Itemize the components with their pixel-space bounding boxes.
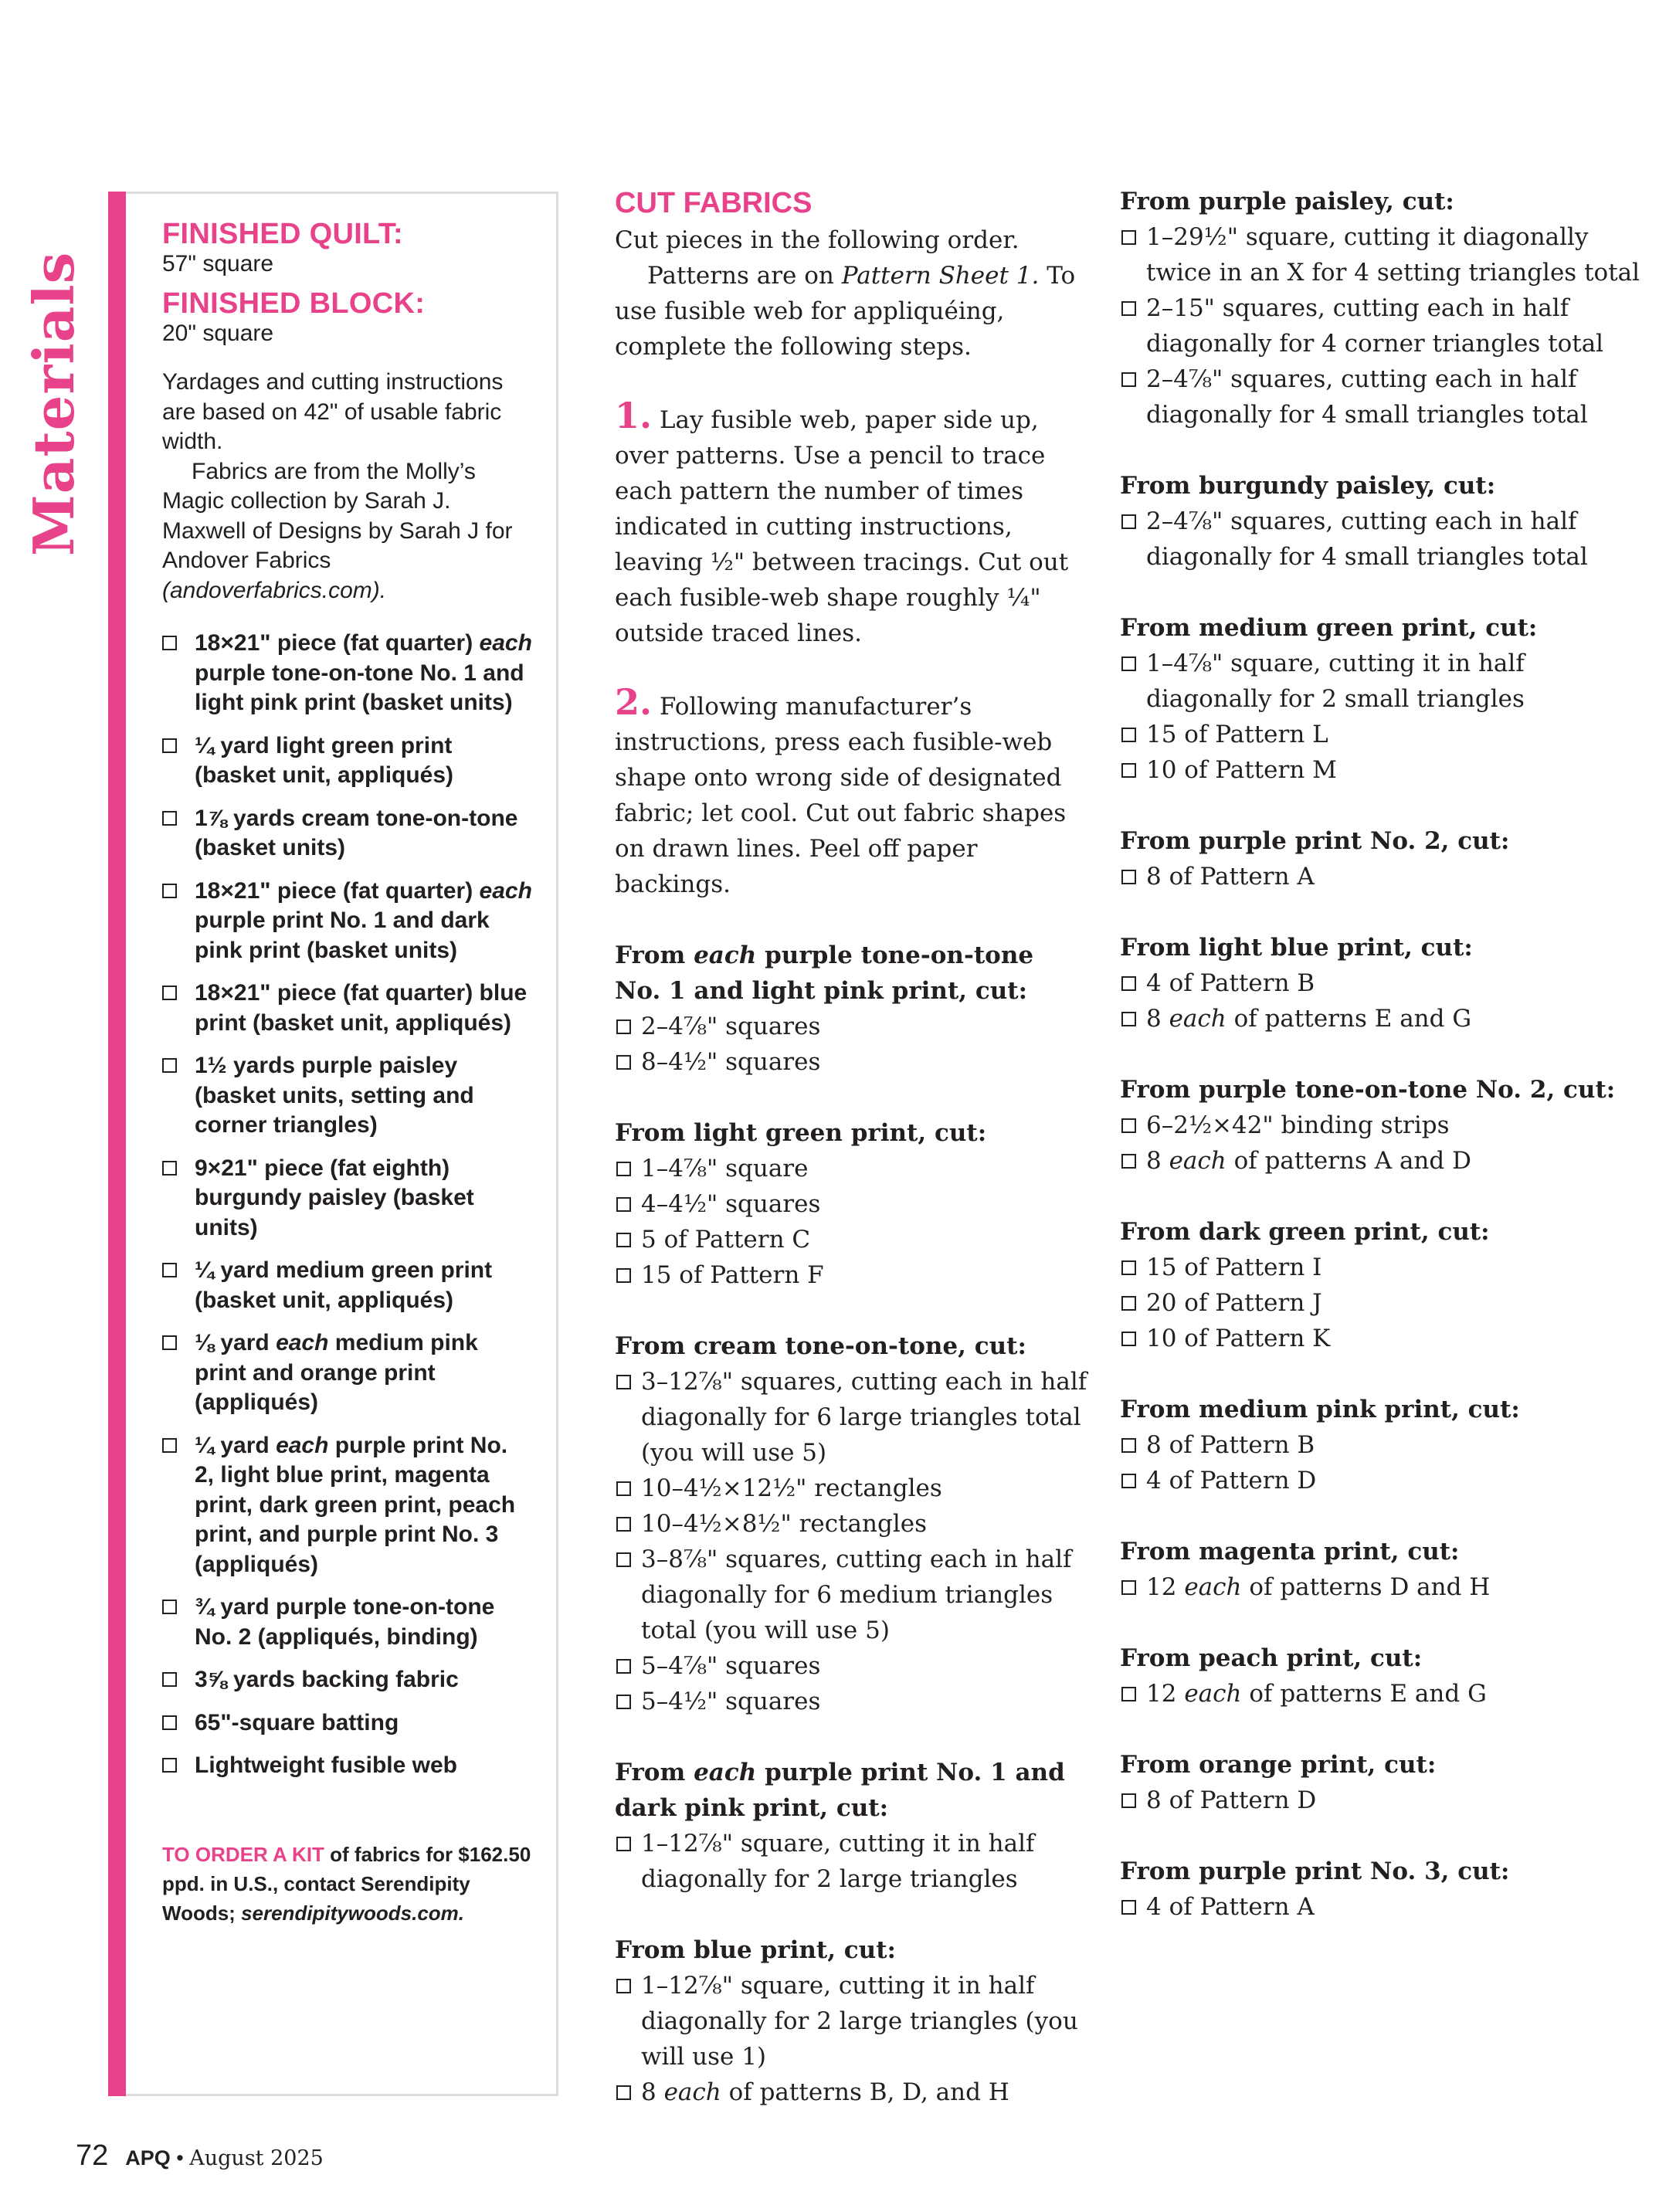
group-heading-pre: From purple print No. 3, cut: <box>1120 1857 1510 1885</box>
cutting-item <box>615 2075 1087 2110</box>
cutting-item-pre: 5–4½" squares <box>641 1688 821 1715</box>
fabrics-note: Fabrics are from the Molly’s Magic collection by Sarah J. Maxwell of Designs by Sarah J for Andover Fabrics <box>162 458 513 573</box>
cutting-group-heading <box>615 1328 1087 1364</box>
cutting-item <box>615 1186 1087 1222</box>
cutting-groups-col1 <box>615 938 1087 2110</box>
checkbox-icon <box>1121 301 1136 316</box>
cutting-item-pre: 8 <box>641 2078 664 2106</box>
checkbox-icon <box>162 636 177 650</box>
cutting-item-pre: 2–4⅞" squares, cutting each in half diagonally for 4 small triangles total <box>1146 507 1588 571</box>
material-text-pre: ¼ yard medium green print (basket unit, appliqués) <box>195 1257 493 1313</box>
material-text-pre: 3⅝ yards backing fabric <box>195 1667 459 1692</box>
cutting-item <box>615 1648 1087 1684</box>
cutting-group-heading <box>1120 468 1653 504</box>
cutting-item <box>1120 965 1653 1001</box>
cutting-item-post: of patterns E and G <box>1241 1680 1487 1708</box>
material-item <box>162 804 533 863</box>
group-heading-post: purple print No. 1 and dark pink print, cut: <box>615 1759 1065 1822</box>
material-text-pre: 18×21" piece (fat quarter) blue print (basket unit, appliqués) <box>195 980 528 1036</box>
group-heading-post: purple tone-on-tone No. 1 and light pink print, cut: <box>615 941 1034 1005</box>
cutting-item-pre: 4–4½" squares <box>641 1190 821 1218</box>
cutting-item-pre: 15 of Pattern I <box>1146 1254 1322 1281</box>
cutting-item-pre: 6–2½×42" binding strips <box>1146 1111 1450 1139</box>
cutting-item <box>615 1364 1087 1471</box>
cutting-group <box>1120 1392 1653 1498</box>
checkbox-icon <box>1121 1900 1136 1915</box>
checkbox-icon <box>616 1552 631 1567</box>
cutting-item <box>1120 646 1653 717</box>
cutting-item-pre: 2–15" squares, cutting each in half diagonally for 4 corner triangles total <box>1146 294 1604 358</box>
fabrics-url: (andoverfabrics.com). <box>162 577 387 603</box>
cutting-item-em: each <box>1184 1680 1242 1708</box>
checkbox-icon <box>616 1055 631 1070</box>
cutting-item-pre: 15 of Pattern F <box>641 1261 824 1289</box>
cutting-item <box>615 1826 1087 1897</box>
cutting-item-pre: 1–4⅞" square <box>641 1155 809 1182</box>
cutting-group <box>1120 468 1653 575</box>
material-text-pre: 18×21" piece (fat quarter) <box>195 630 480 656</box>
cutting-item <box>1120 752 1653 788</box>
cutting-group <box>1120 823 1653 894</box>
kit-order-note <box>162 1840 533 1928</box>
group-heading-pre: From medium green print, cut: <box>1120 614 1538 642</box>
cutting-item-em: each <box>1169 1147 1226 1175</box>
cutting-item <box>615 1968 1087 2075</box>
group-heading-em: each <box>694 1759 757 1786</box>
cut-intro-line1: Cut pieces in the following order. <box>615 226 1019 254</box>
page-footer <box>76 2139 324 2173</box>
cutting-item <box>1120 859 1653 894</box>
checkbox-icon <box>1121 870 1136 884</box>
material-text-post: purple tone-on-tone No. 1 and light pink print (basket units) <box>195 660 524 715</box>
cutting-group <box>615 1115 1087 1293</box>
material-item <box>162 1431 533 1580</box>
material-text-pre: Lightweight fusible web <box>195 1752 457 1778</box>
material-text-post: medium pink print and orange print (appliqués) <box>195 1330 478 1415</box>
cutting-item-pre: 8 <box>1146 1147 1169 1175</box>
material-text-pre: ⅛ yard <box>195 1330 276 1355</box>
checkbox-icon <box>162 1758 177 1773</box>
cutting-item <box>1120 1569 1653 1605</box>
group-heading-pre: From light blue print, cut: <box>1120 934 1473 962</box>
checkbox-icon <box>616 2085 631 2100</box>
cutting-group-heading <box>615 1115 1087 1151</box>
group-heading-em: each <box>694 941 757 969</box>
cutting-group-heading <box>615 1755 1087 1826</box>
checkbox-icon <box>1121 1154 1136 1169</box>
material-item <box>162 1154 533 1243</box>
cutting-item <box>1120 1143 1653 1179</box>
checkbox-icon <box>616 1481 631 1496</box>
cutting-item-pre: 10 of Pattern M <box>1146 756 1337 784</box>
checkbox-icon <box>1121 1332 1136 1346</box>
group-heading-pre: From <box>615 1759 694 1786</box>
checkbox-icon <box>1121 1012 1136 1026</box>
checkbox-icon <box>616 1162 631 1176</box>
checkbox-icon <box>616 1197 631 1212</box>
cutting-group-heading <box>615 938 1087 1009</box>
cutting-item <box>615 1542 1087 1648</box>
cutting-item <box>1120 1321 1653 1356</box>
page-number: 72 <box>76 2139 109 2172</box>
cutting-item <box>615 1257 1087 1293</box>
sidebar-accent-bar <box>108 192 126 2096</box>
checkbox-icon <box>616 1233 631 1247</box>
finished-quilt-heading: FINISHED QUILT: <box>162 218 404 250</box>
step-1-text: Lay fusible web, paper side up, over patterns. Use a pencil to trace each pattern the number of times indicated in cutting instructions, leaving ½" between tracings. Cut out each fusible-web shape roughly ¼" outside traced lines. <box>615 406 1069 647</box>
cutting-item-post: of patterns E and G <box>1226 1005 1472 1033</box>
cutting-item-pre: 4 of Pattern D <box>1146 1467 1317 1494</box>
step-1 <box>615 395 1087 651</box>
cutting-group-heading <box>1120 1072 1653 1108</box>
cutting-group <box>1120 1072 1653 1179</box>
cutting-item-pre: 3–12⅞" squares, cutting each in half diagonally for 6 large triangles total (you will use 5) <box>641 1368 1087 1467</box>
cut-fabrics-column <box>615 184 1087 2110</box>
cutting-group-heading <box>1120 610 1653 646</box>
material-text-pre: 1⅞ yards cream tone-on-tone (basket units) <box>195 805 518 860</box>
cutting-item <box>1120 290 1653 361</box>
cutting-group <box>1120 1214 1653 1356</box>
material-item <box>162 877 533 966</box>
cutting-item <box>1120 1250 1653 1285</box>
material-item <box>162 979 533 1038</box>
cutting-group <box>615 938 1087 1080</box>
kit-text: of fabrics for $162.50 ppd. in U.S., contact Serendipity Woods; <box>162 1842 531 1925</box>
checkbox-icon <box>162 1672 177 1687</box>
cutting-item <box>1120 1783 1653 1818</box>
checkbox-icon <box>616 1979 631 1993</box>
checkbox-icon <box>1121 1438 1136 1453</box>
cutting-item <box>1120 504 1653 575</box>
cutting-group-heading <box>1120 1747 1653 1783</box>
cutting-group <box>615 1932 1087 2110</box>
checkbox-icon <box>1121 728 1136 742</box>
cutting-item <box>615 1222 1087 1257</box>
cutting-item <box>1120 1463 1653 1498</box>
material-text-pre: 1½ yards purple paisley (basket units, setting and corner triangles) <box>195 1053 474 1138</box>
materials-content <box>162 218 533 1928</box>
material-item <box>162 1593 533 1652</box>
cutting-item <box>1120 361 1653 433</box>
material-item <box>162 1665 533 1695</box>
material-item <box>162 1328 533 1418</box>
cutting-group-heading <box>1120 823 1653 859</box>
checkbox-icon <box>1121 1580 1136 1595</box>
checkbox-icon <box>162 1058 177 1073</box>
material-item <box>162 731 533 791</box>
checkbox-icon <box>1121 656 1136 671</box>
cutting-item-post: of patterns B, D, and H <box>721 2078 1009 2106</box>
finished-quilt-size: 57" square <box>162 251 274 276</box>
step-2-number: 2. <box>615 681 653 723</box>
checkbox-icon <box>1121 514 1136 529</box>
cutting-group <box>615 1755 1087 1897</box>
materials-list <box>162 629 533 1781</box>
cutting-item-em: each <box>1184 1573 1242 1601</box>
step-1-number: 1. <box>615 395 653 436</box>
cutting-item-pre: 15 of Pattern L <box>1146 721 1328 748</box>
checkbox-icon <box>616 1517 631 1532</box>
kit-heading: TO ORDER A KIT <box>162 1842 324 1866</box>
cutting-item <box>615 1009 1087 1044</box>
checkbox-icon <box>616 1837 631 1851</box>
cutting-item-pre: 8 <box>1146 1005 1169 1033</box>
material-text-em: each <box>479 630 532 656</box>
cutting-item-pre: 5–4⅞" squares <box>641 1652 821 1680</box>
cutting-item <box>615 1471 1087 1506</box>
cutting-item-pre: 1–4⅞" square, cutting it in half diagonally for 2 small triangles <box>1146 650 1525 713</box>
checkbox-icon <box>1121 230 1136 245</box>
checkbox-icon <box>162 1438 177 1453</box>
cutting-group <box>1120 610 1653 788</box>
material-item <box>162 1708 533 1739</box>
cutting-item-pre: 8–4½" squares <box>641 1048 821 1076</box>
cutting-item <box>1120 1001 1653 1036</box>
checkbox-icon <box>1121 1296 1136 1311</box>
group-heading-pre: From magenta print, cut: <box>1120 1538 1460 1566</box>
group-heading-pre: From medium pink print, cut: <box>1120 1396 1520 1423</box>
cutting-group <box>615 1328 1087 1719</box>
cutting-group-heading <box>1120 1534 1653 1569</box>
group-heading-pre: From blue print, cut: <box>615 1936 896 1964</box>
material-text-pre: ¼ yard light green print (basket unit, appliqués) <box>195 732 454 788</box>
cutting-item-em: each <box>663 2078 721 2106</box>
cutting-item-pre: 4 of Pattern A <box>1146 1893 1315 1921</box>
cutting-item-pre: 10–4½×8½" rectangles <box>641 1510 928 1538</box>
group-heading-pre: From dark green print, cut: <box>1120 1218 1490 1246</box>
material-item <box>162 1256 533 1315</box>
cut-intro-post: To use fusible web for appliquéing, complete the following steps. <box>615 262 1076 361</box>
checkbox-icon <box>1121 763 1136 778</box>
checkbox-icon <box>162 811 177 826</box>
material-text-em: each <box>276 1432 329 1458</box>
cut-intro-pre: Patterns are on <box>647 262 842 290</box>
cutting-groups-col2 <box>1120 184 1653 1925</box>
cutting-item <box>615 1684 1087 1719</box>
cutting-group <box>1120 1747 1653 1818</box>
group-heading-pre: From <box>615 941 694 969</box>
footer-separator: • <box>170 2146 190 2170</box>
issue-date: August 2025 <box>189 2146 324 2170</box>
cutting-group-heading <box>1120 1854 1653 1889</box>
checkbox-icon <box>1121 1687 1136 1701</box>
material-item <box>162 1751 533 1781</box>
cutting-item-pre: 10–4½×12½" rectangles <box>641 1474 942 1502</box>
cutting-item <box>1120 1427 1653 1463</box>
cutting-item-pre: 10 of Pattern K <box>1146 1325 1331 1352</box>
material-item <box>162 629 533 718</box>
cutting-item-pre: 1–12⅞" square, cutting it in half diagonally for 2 large triangles <box>641 1830 1035 1893</box>
cut-intro <box>615 222 1087 365</box>
cutting-item-pre: 2–4⅞" squares, cutting each in half diagonally for 4 small triangles total <box>1146 365 1588 429</box>
cutting-item <box>1120 717 1653 752</box>
finished-block-heading: FINISHED BLOCK: <box>162 287 426 320</box>
yardage-note-text: Yardages and cutting instructions are based on 42" of usable fabric width. <box>162 369 504 454</box>
pattern-sheet-ref: Pattern Sheet 1. <box>841 262 1040 290</box>
cutting-group-heading <box>1120 184 1653 219</box>
material-text-pre: 9×21" piece (fat eighth) burgundy paisley (basket units) <box>195 1155 474 1240</box>
cutting-item-pre: 5 of Pattern C <box>641 1226 811 1254</box>
checkbox-icon <box>162 1335 177 1350</box>
cutting-item-post: of patterns A and D <box>1226 1147 1471 1175</box>
checkbox-icon <box>1121 372 1136 387</box>
material-text-em: each <box>479 877 532 904</box>
material-text-post: purple print No. 2, light blue print, magenta print, dark green print, peach print, and purple print No. 3 (appliqués) <box>195 1432 516 1577</box>
checkbox-icon <box>1121 976 1136 991</box>
checkbox-icon <box>616 1659 631 1674</box>
cutting-item-pre: 8 of Pattern D <box>1146 1786 1317 1814</box>
checkbox-icon <box>1121 1118 1136 1133</box>
checkbox-icon <box>162 884 177 898</box>
cutting-item-pre: 12 <box>1146 1680 1185 1708</box>
checkbox-icon <box>162 738 177 753</box>
kit-url: serendipitywoods.com. <box>241 1901 465 1925</box>
checkbox-icon <box>1121 1474 1136 1488</box>
yardage-note <box>162 368 533 606</box>
sidebar-title: Materials <box>21 251 87 556</box>
cutting-item-post: of patterns D and H <box>1241 1573 1491 1601</box>
group-heading-pre: From cream tone-on-tone, cut: <box>615 1332 1026 1360</box>
material-item <box>162 1051 533 1141</box>
material-text-pre: 65"-square batting <box>195 1709 399 1735</box>
cutting-item-pre: 4 of Pattern B <box>1146 969 1315 997</box>
checkbox-icon <box>616 1695 631 1709</box>
cutting-item-em: each <box>1169 1005 1226 1033</box>
cutting-group <box>1120 930 1653 1036</box>
checkbox-icon <box>616 1375 631 1389</box>
cut-fabrics-heading: CUT FABRICS <box>615 187 813 219</box>
group-heading-pre: From burgundy paisley, cut: <box>1120 472 1496 500</box>
cutting-item-pre: 2–4⅞" squares <box>641 1013 821 1040</box>
group-heading-pre: From purple tone-on-tone No. 2, cut: <box>1120 1076 1616 1104</box>
group-heading-pre: From peach print, cut: <box>1120 1644 1423 1672</box>
cutting-group-heading <box>1120 930 1653 965</box>
cutting-item <box>1120 1108 1653 1143</box>
checkbox-icon <box>1121 1260 1136 1275</box>
group-heading-pre: From light green print, cut: <box>615 1119 987 1147</box>
cutting-item <box>1120 219 1653 290</box>
cutting-group-heading <box>1120 1392 1653 1427</box>
cutting-item-pre: 20 of Pattern J <box>1146 1289 1322 1317</box>
cutting-group-heading <box>615 1932 1087 1968</box>
checkbox-icon <box>162 986 177 1000</box>
checkbox-icon <box>616 1268 631 1283</box>
cutting-item-pre: 1–12⅞" square, cutting it in half diagonally for 2 large triangles (you will use 1) <box>641 1972 1078 2071</box>
magazine-name: APQ <box>125 2146 171 2170</box>
cutting-item <box>1120 1676 1653 1712</box>
material-text-em: each <box>276 1330 329 1355</box>
checkbox-icon <box>162 1715 177 1730</box>
step-2-text: Following manufacturer’s instructions, press each fusible-web shape onto wrong side of designated fabric; let cool. Cut out fabric shapes on drawn lines. Peel off paper backings. <box>615 693 1067 898</box>
material-text-post: purple print No. 1 and dark pink print (basket units) <box>195 908 490 963</box>
cutting-group <box>1120 184 1653 433</box>
cutting-group <box>1120 1854 1653 1925</box>
cutting-item-pre: 8 of Pattern A <box>1146 863 1315 891</box>
cutting-item <box>1120 1285 1653 1321</box>
checkbox-icon <box>162 1600 177 1614</box>
material-text-pre: ¼ yard <box>195 1432 276 1458</box>
finished-block-size: 20" square <box>162 321 274 346</box>
material-text-pre: 18×21" piece (fat quarter) <box>195 877 480 904</box>
group-heading-pre: From purple paisley, cut: <box>1120 188 1454 215</box>
cutting-item-pre: 12 <box>1146 1573 1185 1601</box>
group-heading-pre: From purple print No. 2, cut: <box>1120 827 1510 855</box>
checkbox-icon <box>616 1019 631 1034</box>
cutting-group <box>1120 1534 1653 1605</box>
cutting-item <box>615 1044 1087 1080</box>
cutting-item <box>615 1151 1087 1186</box>
material-text-pre: ¾ yard purple tone-on-tone No. 2 (appliqués, binding) <box>195 1594 495 1650</box>
cutting-item-pre: 1–29½" square, cutting it diagonally twice in an X for 4 setting triangles total <box>1146 223 1640 287</box>
step-2 <box>615 681 1087 902</box>
cutting-group <box>1120 1640 1653 1712</box>
cutting-item-pre: 3–8⅞" squares, cutting each in half diagonally for 6 medium triangles total (you will use 5) <box>641 1545 1072 1644</box>
group-heading-pre: From orange print, cut: <box>1120 1751 1437 1779</box>
checkbox-icon <box>162 1263 177 1277</box>
cutting-item <box>1120 1889 1653 1925</box>
cutting-item <box>615 1506 1087 1542</box>
cutting-group-heading <box>1120 1214 1653 1250</box>
cutting-item-pre: 8 of Pattern B <box>1146 1431 1315 1459</box>
cutting-group-heading <box>1120 1640 1653 1676</box>
checkbox-icon <box>162 1161 177 1176</box>
checkbox-icon <box>1121 1793 1136 1808</box>
